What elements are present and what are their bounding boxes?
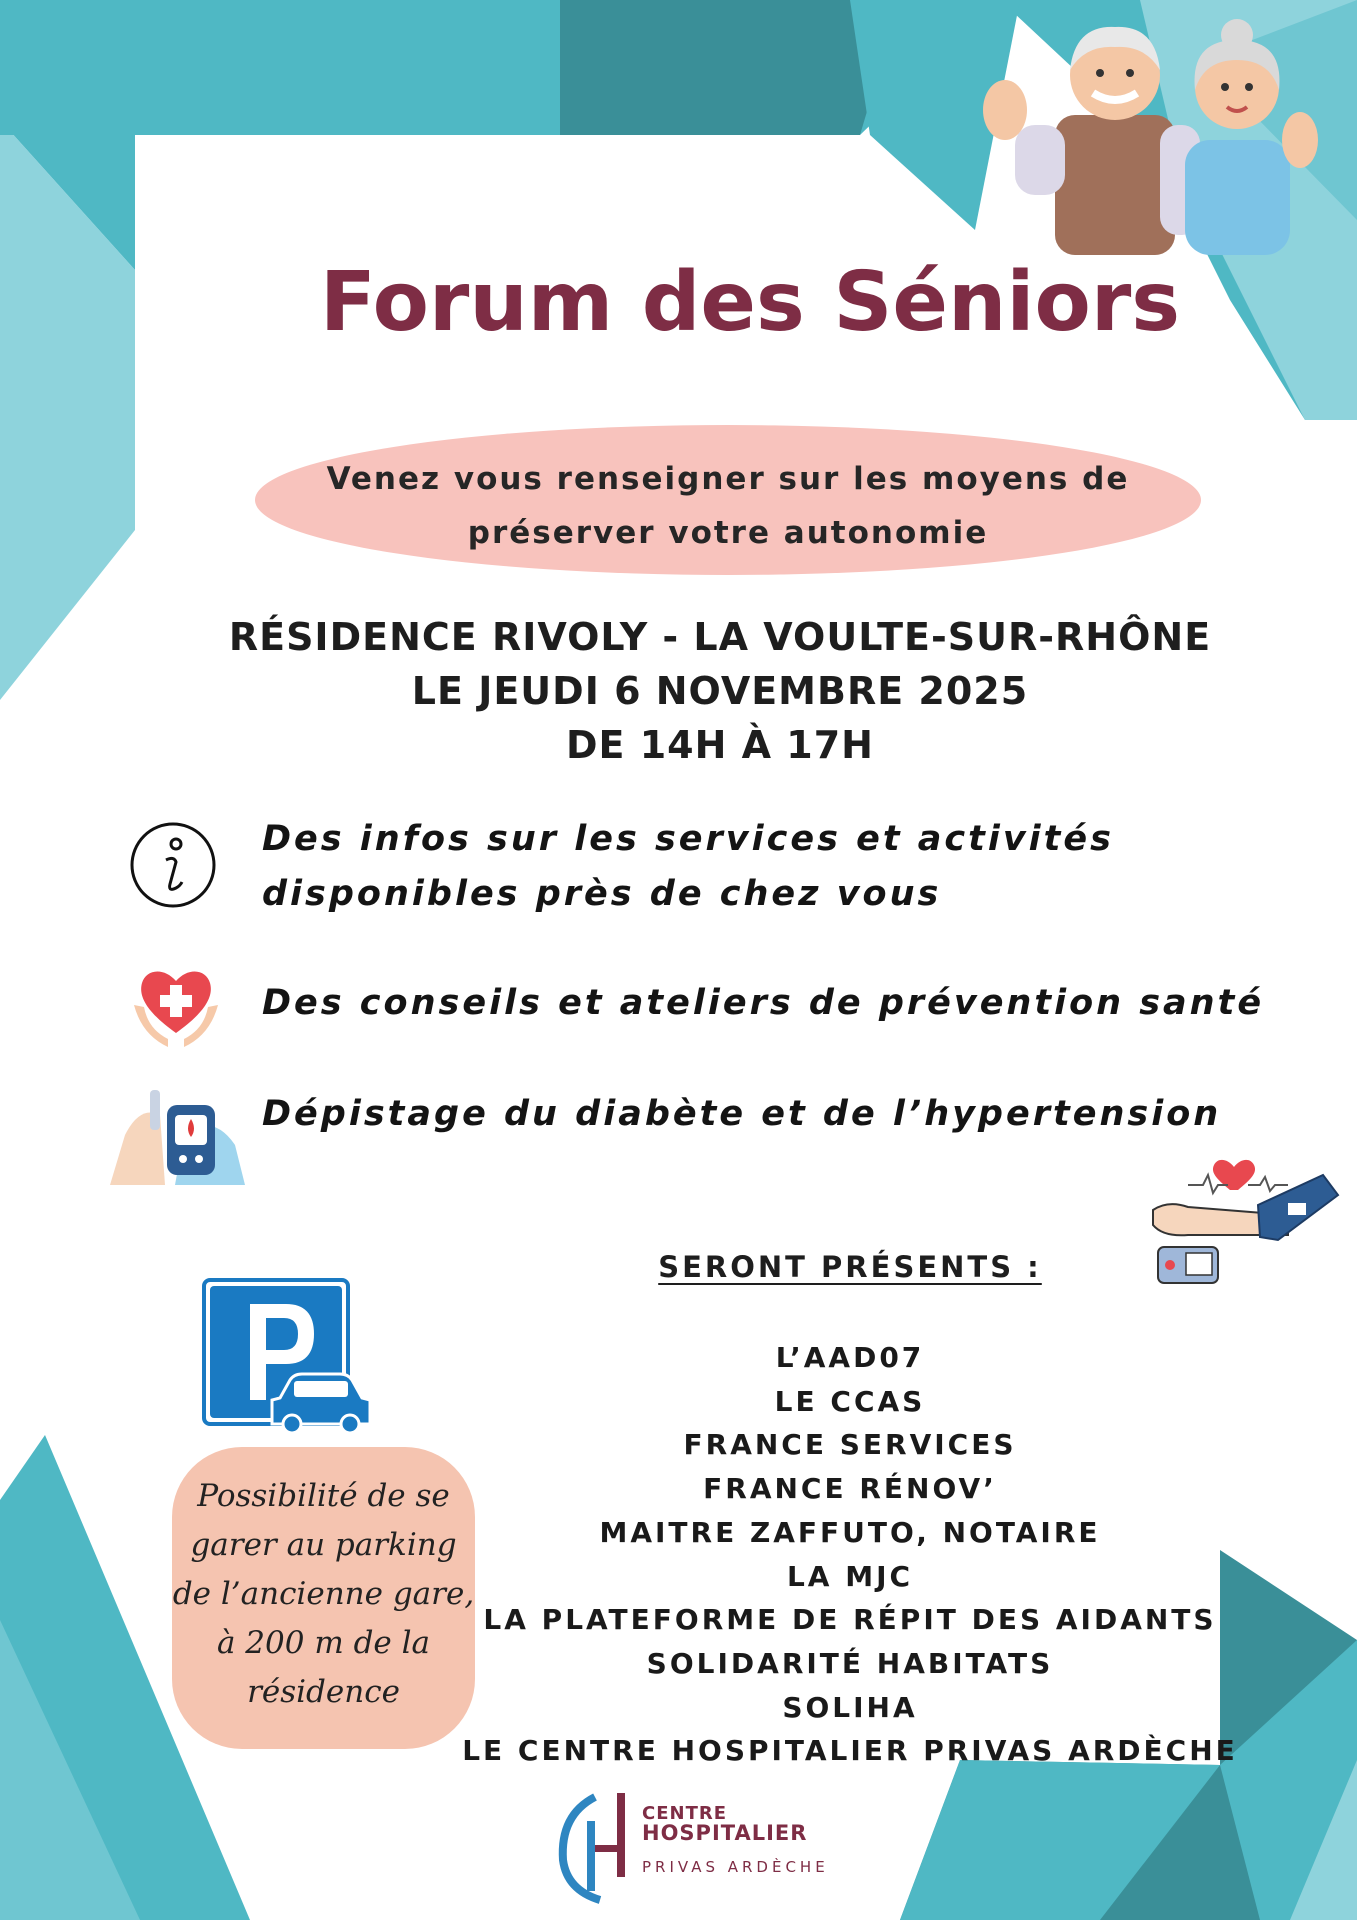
parking-icon	[202, 1278, 382, 1438]
health-heart-hands-icon	[128, 955, 224, 1051]
event-time: DE 14H À 17H	[566, 723, 874, 767]
logo-line-3: PRIVAS ARDÈCHE	[642, 1858, 829, 1876]
presents-list	[460, 1336, 1240, 1773]
feature-services-line-1: Des infos sur les services et activités	[262, 819, 1114, 859]
seniors-illustration	[975, 15, 1325, 255]
list-item: LE CCAS	[774, 1384, 926, 1418]
tagline-line-2: préserver votre autonomie	[467, 515, 989, 551]
tagline-line-1: Venez vous renseigner sur les moyens de	[326, 461, 1130, 497]
info-icon	[128, 820, 218, 910]
feature-screening	[262, 1087, 1322, 1142]
parking-line-4: à 200 m de la	[216, 1625, 431, 1661]
event-date: LE JEUDI 6 NOVEMBRE 2025	[411, 669, 1029, 713]
logo-line-2: HOSPITALIER	[642, 1821, 808, 1845]
hospital-logo-mark	[555, 1785, 645, 1905]
list-item: L’AAD07	[775, 1341, 925, 1374]
logo-line-1: CENTRE	[642, 1803, 728, 1824]
list-item: LA PLATEFORME DE RÉPIT DES AIDANTS	[483, 1603, 1217, 1637]
event-location: RÉSIDENCE RIVOLY - LA VOULTE-SUR-RHÔNE	[228, 615, 1212, 659]
list-item: LA MJC	[786, 1559, 914, 1593]
list-item: FRANCE RÉNOV’	[703, 1472, 997, 1506]
feature-health	[262, 976, 1322, 1031]
list-item: FRANCE SERVICES	[683, 1428, 1017, 1462]
parking-line-3: de l’ancienne gare,	[172, 1576, 475, 1612]
glucose-meter-icon	[105, 1075, 250, 1190]
feature-services	[262, 812, 1322, 922]
parking-line-1: Possibilité de se	[197, 1478, 450, 1514]
feature-health-line-1: Des conseils et ateliers de prévention santé	[262, 983, 1265, 1023]
event-info	[120, 610, 1320, 772]
feature-services-line-2: disponibles près de chez vous	[262, 874, 942, 914]
list-item: MAITRE ZAFFUTO, NOTAIRE	[599, 1515, 1101, 1549]
list-item: SOLIHA	[782, 1690, 918, 1724]
parking-line-2: garer au parking	[190, 1527, 457, 1563]
page-title: Forum des Séniors	[319, 255, 1181, 350]
list-item: SOLIDARITÉ HABITATS	[646, 1646, 1054, 1680]
presents-heading: SERONT PRÉSENTS :	[658, 1250, 1042, 1284]
parking-line-5: résidence	[247, 1674, 400, 1710]
tagline	[255, 452, 1201, 560]
parking-info-text	[172, 1472, 475, 1717]
list-item: LE CENTRE HOSPITALIER PRIVAS ARDÈCHE	[462, 1734, 1238, 1768]
feature-screening-line-1: Dépistage du diabète et de l’hypertension	[262, 1094, 1222, 1134]
